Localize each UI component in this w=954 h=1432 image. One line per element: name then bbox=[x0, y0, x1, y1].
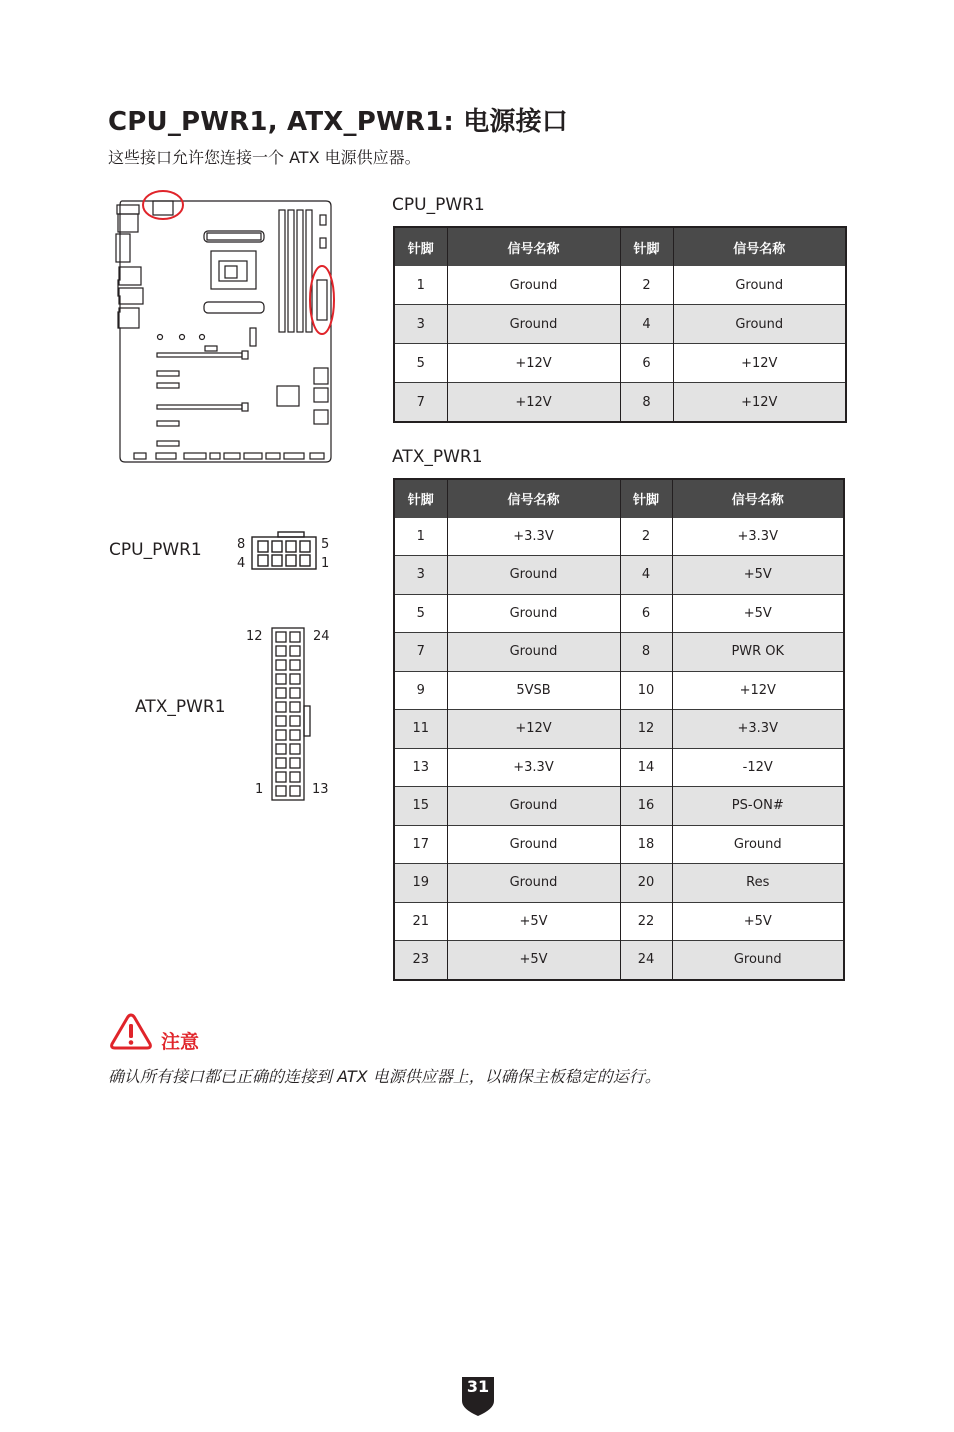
table-cell: Ground bbox=[447, 787, 620, 826]
table-cell: 17 bbox=[394, 825, 447, 864]
table-cell: 6 bbox=[620, 594, 672, 633]
table-cell: +12V bbox=[447, 383, 620, 423]
table-cell: +5V bbox=[672, 556, 844, 595]
table-cell: Ground bbox=[447, 633, 620, 672]
pin-number: 24 bbox=[313, 629, 330, 644]
table-row bbox=[394, 710, 844, 749]
table-cell: 3 bbox=[394, 305, 447, 344]
table-row bbox=[394, 671, 844, 710]
atx-connector-label: ATX_PWR1 bbox=[135, 697, 226, 717]
table-row bbox=[394, 902, 844, 941]
table-cell: 24 bbox=[620, 941, 672, 980]
table-cell: +3.3V bbox=[447, 518, 620, 556]
page-number: 31 bbox=[466, 1377, 490, 1396]
table-cell: 7 bbox=[394, 383, 447, 423]
table-row bbox=[394, 305, 846, 344]
table-row bbox=[394, 633, 844, 672]
col-header-signal: 信号名称 bbox=[673, 227, 846, 266]
pin-number: 13 bbox=[312, 782, 329, 797]
table-cell: Ground bbox=[672, 941, 844, 980]
table-cell: 16 bbox=[620, 787, 672, 826]
table-row bbox=[394, 787, 844, 826]
table-cell: Ground bbox=[447, 864, 620, 903]
table-cell: 8 bbox=[620, 633, 672, 672]
table-cell: 2 bbox=[620, 266, 673, 305]
col-header-pin: 针脚 bbox=[394, 479, 447, 518]
table-cell: 19 bbox=[394, 864, 447, 903]
table-cell: +12V bbox=[447, 344, 620, 383]
table-cell: 4 bbox=[620, 556, 672, 595]
table-cell: PWR OK bbox=[672, 633, 844, 672]
atx-24pin-connector-diagram bbox=[270, 626, 322, 802]
cpu-pin-table bbox=[393, 226, 847, 423]
col-header-pin: 针脚 bbox=[620, 479, 672, 518]
pin-number: 12 bbox=[246, 629, 263, 644]
pin-number: 4 bbox=[237, 556, 246, 571]
atx-pin-table bbox=[393, 478, 845, 981]
table-cell: 6 bbox=[620, 344, 673, 383]
table-cell: +12V bbox=[672, 671, 844, 710]
page-subtitle: 这些接口允许您连接一个 ATX 电源供应器。 bbox=[108, 148, 421, 167]
table-cell: Res bbox=[672, 864, 844, 903]
table-cell: +3.3V bbox=[672, 518, 844, 556]
table-cell: 9 bbox=[394, 671, 447, 710]
table-cell: 11 bbox=[394, 710, 447, 749]
table-cell: 1 bbox=[394, 518, 447, 556]
table-cell: 3 bbox=[394, 556, 447, 595]
table-cell: 1 bbox=[394, 266, 447, 305]
table-cell: 20 bbox=[620, 864, 672, 903]
table-cell: 15 bbox=[394, 787, 447, 826]
table-cell: Ground bbox=[447, 594, 620, 633]
table-cell: Ground bbox=[673, 266, 846, 305]
table-cell: 18 bbox=[620, 825, 672, 864]
table-row bbox=[394, 556, 844, 595]
table-cell: 12 bbox=[620, 710, 672, 749]
table-cell: +3.3V bbox=[447, 748, 620, 787]
caution-label: 注意 bbox=[161, 1031, 200, 1053]
table-header-row bbox=[394, 227, 846, 266]
table-row bbox=[394, 825, 844, 864]
table-cell: 23 bbox=[394, 941, 447, 980]
table-row bbox=[394, 383, 846, 423]
table-row bbox=[394, 594, 844, 633]
table-row bbox=[394, 864, 844, 903]
table-cell: 13 bbox=[394, 748, 447, 787]
table-cell: +5V bbox=[672, 594, 844, 633]
table-cell: 5 bbox=[394, 594, 447, 633]
table-cell: 21 bbox=[394, 902, 447, 941]
warning-triangle-icon bbox=[108, 1011, 154, 1053]
table-cell: 5VSB bbox=[447, 671, 620, 710]
atx-table-caption: ATX_PWR1 bbox=[392, 447, 483, 467]
table-cell: +12V bbox=[673, 383, 846, 423]
table-cell: Ground bbox=[447, 305, 620, 344]
table-cell: Ground bbox=[447, 266, 620, 305]
col-header-signal: 信号名称 bbox=[447, 227, 620, 266]
page-title: CPU_PWR1, ATX_PWR1: 电源接口 bbox=[108, 107, 569, 137]
col-header-signal: 信号名称 bbox=[447, 479, 620, 518]
motherboard-diagram bbox=[104, 188, 340, 468]
table-row bbox=[394, 344, 846, 383]
table-cell: +5V bbox=[447, 902, 620, 941]
table-cell: +12V bbox=[447, 710, 620, 749]
table-cell: +5V bbox=[447, 941, 620, 980]
pin-number: 1 bbox=[255, 782, 264, 797]
table-row bbox=[394, 518, 844, 556]
table-cell: 7 bbox=[394, 633, 447, 672]
pin-number: 8 bbox=[237, 537, 246, 552]
table-cell: 5 bbox=[394, 344, 447, 383]
table-cell: Ground bbox=[447, 825, 620, 864]
table-row bbox=[394, 941, 844, 980]
cpu-connector-label: CPU_PWR1 bbox=[109, 540, 202, 560]
pin-number: 5 bbox=[321, 537, 330, 552]
table-cell: +12V bbox=[673, 344, 846, 383]
table-cell: Ground bbox=[673, 305, 846, 344]
caution-text: 确认所有接口都已正确的连接到 ATX 电源供应器上，以确保主板稳定的运行。 bbox=[108, 1067, 661, 1086]
table-cell: +3.3V bbox=[672, 710, 844, 749]
col-header-signal: 信号名称 bbox=[672, 479, 844, 518]
col-header-pin: 针脚 bbox=[620, 227, 673, 266]
table-cell: 14 bbox=[620, 748, 672, 787]
table-cell: 2 bbox=[620, 518, 672, 556]
table-cell: +5V bbox=[672, 902, 844, 941]
cpu-8pin-connector-diagram bbox=[250, 529, 318, 571]
table-cell: 4 bbox=[620, 305, 673, 344]
col-header-pin: 针脚 bbox=[394, 227, 447, 266]
cpu-table-caption: CPU_PWR1 bbox=[392, 195, 485, 215]
table-row bbox=[394, 266, 846, 305]
table-cell: 22 bbox=[620, 902, 672, 941]
table-cell: -12V bbox=[672, 748, 844, 787]
table-cell: Ground bbox=[672, 825, 844, 864]
table-cell: 10 bbox=[620, 671, 672, 710]
table-cell: 8 bbox=[620, 383, 673, 423]
table-row bbox=[394, 748, 844, 787]
table-cell: Ground bbox=[447, 556, 620, 595]
table-header-row bbox=[394, 479, 844, 518]
table-cell: PS-ON# bbox=[672, 787, 844, 826]
pin-number: 1 bbox=[321, 556, 330, 571]
